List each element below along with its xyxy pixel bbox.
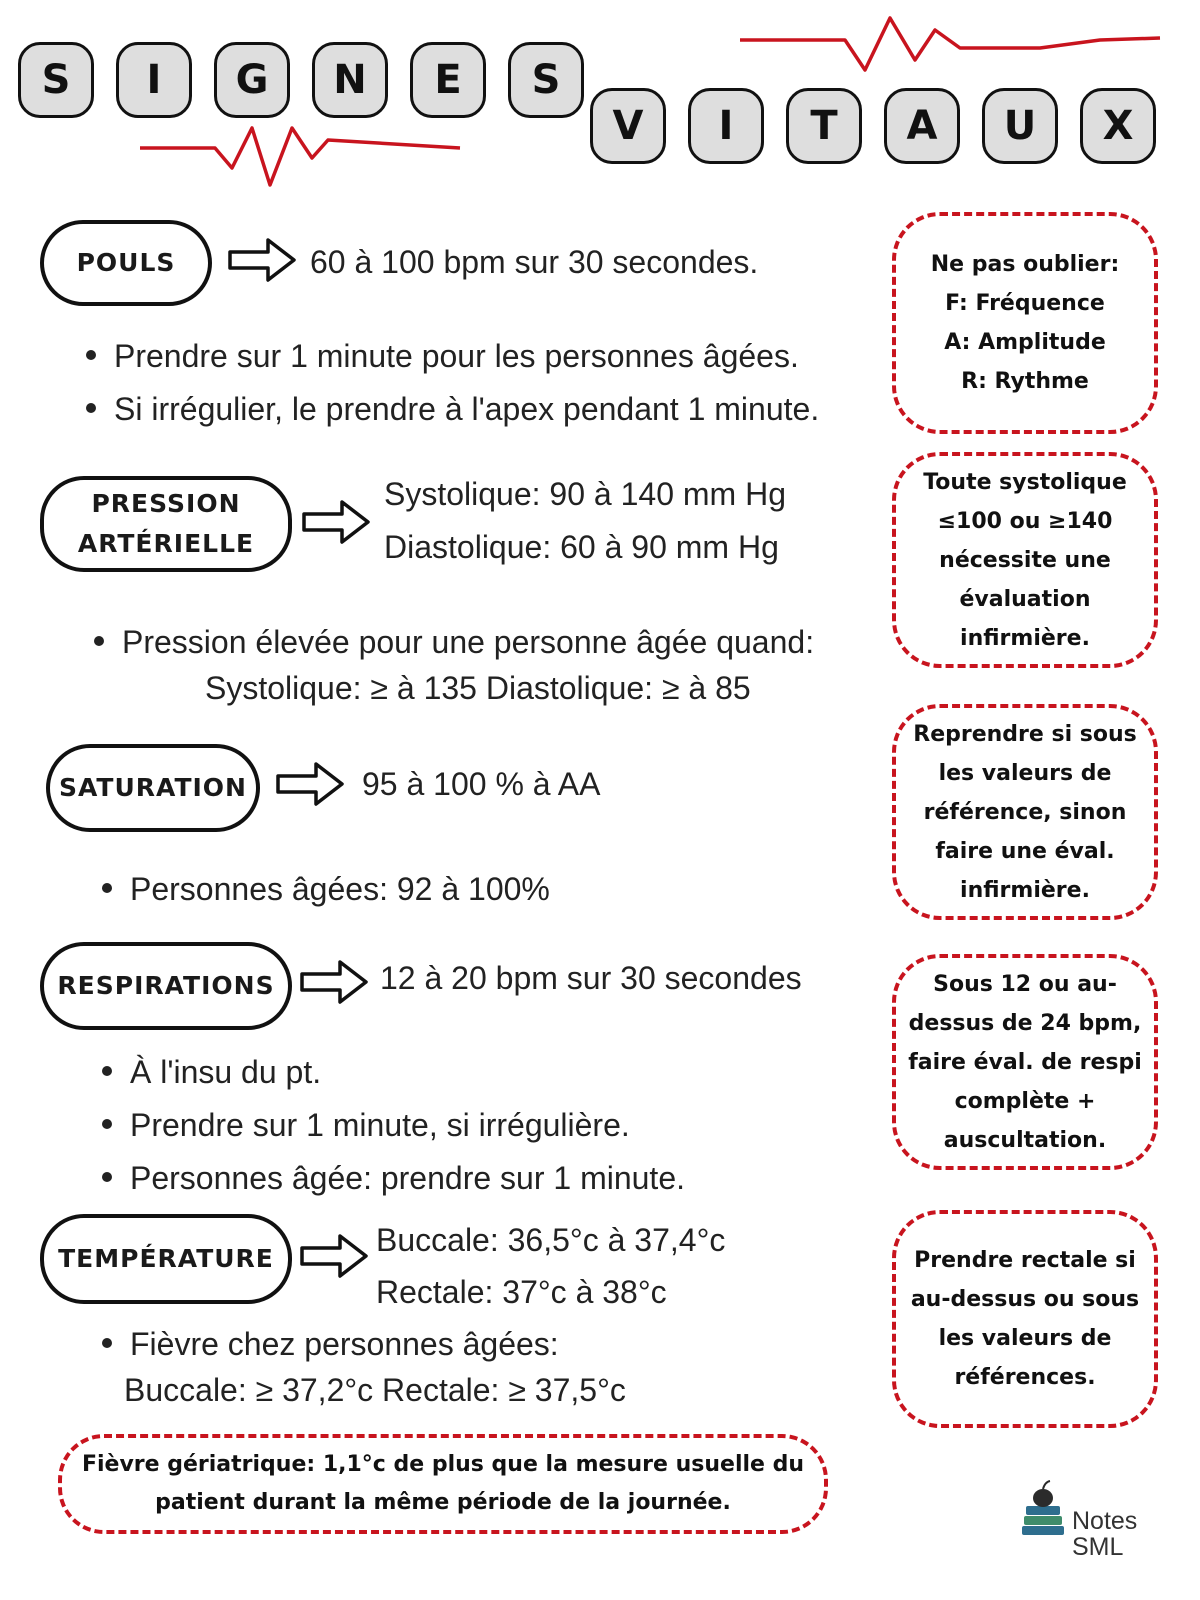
note-line: auscultation. — [943, 1127, 1107, 1153]
note-line: Toute systolique — [923, 469, 1127, 495]
note-line: F: Fréquence — [945, 291, 1105, 316]
list-item: Personnes âgées: 92 à 100% — [102, 863, 550, 916]
note-line: Prendre rectale si — [914, 1248, 1136, 1273]
note-line: nécessite une — [939, 547, 1111, 573]
note-line: les valeurs de — [938, 760, 1112, 786]
respirations-bullets — [102, 1046, 685, 1205]
label-line: ARTÉRIELLE — [77, 529, 255, 558]
note-line: évaluation — [959, 586, 1091, 612]
pouls-bullets — [86, 330, 819, 436]
arrow-right-icon — [228, 236, 298, 284]
temperature-rectale: Rectale: 37°c à 38°c — [376, 1274, 667, 1310]
saturation-value: 95 à 100 % à AA — [362, 766, 601, 802]
title-letter: G — [214, 42, 290, 118]
pression-bullets — [94, 616, 814, 669]
list-item: Prendre sur 1 minute pour les personnes âgées. — [86, 330, 819, 383]
apple-books-icon — [1018, 1476, 1068, 1538]
pouls-value: 60 à 100 bpm sur 30 secondes. — [310, 244, 759, 280]
note-line: les valeurs de — [938, 1326, 1112, 1351]
saturation-bullets — [102, 863, 550, 916]
title-letter: E — [410, 42, 486, 118]
logo-text — [1072, 1508, 1137, 1560]
note-fievre-geriatrique — [58, 1434, 828, 1534]
note-line: infirmière. — [960, 625, 1090, 651]
title-letter: T — [786, 88, 862, 164]
note-line: infirmière. — [960, 877, 1090, 903]
note-temperature — [892, 1210, 1158, 1428]
respirations-value: 12 à 20 bpm sur 30 secondes — [380, 960, 802, 996]
logo-line: Notes — [1072, 1507, 1138, 1535]
list-item: À l'insu du pt. — [102, 1046, 685, 1099]
title-letter: X — [1080, 88, 1156, 164]
note-line: référence, sinon — [923, 799, 1127, 825]
title-letter: S — [508, 42, 584, 118]
note-line: complète + — [954, 1088, 1096, 1114]
title-letter: A — [884, 88, 960, 164]
list-item: Si irrégulier, le prendre à l'apex pendant 1 minute. — [86, 383, 819, 436]
note-line: faire éval. de respi — [908, 1049, 1142, 1075]
temperature-bullet-continuation: Buccale: ≥ 37,2°c Rectale: ≥ 37,5°c — [124, 1372, 626, 1408]
pression-diastolique: Diastolique: 60 à 90 mm Hg — [384, 529, 779, 565]
note-respirations — [892, 954, 1158, 1170]
note-pouls — [892, 212, 1158, 434]
note-line: faire une éval. — [935, 838, 1115, 864]
label-saturation: SATURATION — [46, 744, 260, 832]
arrow-right-icon — [300, 1232, 370, 1280]
note-line: A: Amplitude — [944, 330, 1106, 355]
note-line: Sous 12 ou au- — [933, 971, 1117, 997]
arrow-right-icon — [276, 760, 346, 808]
note-line: Reprendre si sous — [913, 721, 1137, 747]
list-item: Prendre sur 1 minute, si irrégulière. — [102, 1099, 685, 1152]
arrow-right-icon — [302, 498, 372, 546]
pression-bullet-continuation: Systolique: ≥ à 135 Diastolique: ≥ à 85 — [205, 670, 751, 706]
list-item: Personnes âgée: prendre sur 1 minute. — [102, 1152, 685, 1205]
note-line: références. — [954, 1365, 1096, 1390]
note-line: dessus de 24 bpm, — [908, 1010, 1142, 1036]
temperature-bullets — [102, 1318, 559, 1371]
title-letter: N — [312, 42, 388, 118]
note-line: Ne pas oublier: — [930, 252, 1120, 277]
note-pression — [892, 452, 1158, 668]
pression-systolique: Systolique: 90 à 140 mm Hg — [384, 476, 786, 512]
list-item: Fièvre chez personnes âgées: — [102, 1318, 559, 1371]
note-line: Fièvre gériatrique: 1,1°c de plus que la mesure usuelle du — [81, 1452, 805, 1477]
title-letter: U — [982, 88, 1058, 164]
note-saturation — [892, 704, 1158, 920]
arrow-right-icon — [300, 958, 370, 1006]
title-letter: I — [688, 88, 764, 164]
label-pouls: POULS — [40, 220, 212, 306]
note-line: patient durant la même période de la journée. — [155, 1490, 731, 1515]
title-letter: S — [18, 42, 94, 118]
temperature-buccale: Buccale: 36,5°c à 37,4°c — [376, 1222, 726, 1258]
logo-line: SML — [1072, 1533, 1124, 1561]
label-line: PRESSION — [91, 489, 241, 518]
title-letter: V — [590, 88, 666, 164]
note-line: R: Rythme — [961, 369, 1089, 394]
note-line: ≤100 ou ≥140 — [937, 508, 1113, 534]
label-respirations: RESPIRATIONS — [40, 942, 292, 1030]
note-line: au-dessus ou sous — [910, 1287, 1140, 1312]
list-item: Pression élevée pour une personne âgée quand: — [94, 616, 814, 669]
label-pression-arterielle — [40, 476, 292, 572]
title-letter: I — [116, 42, 192, 118]
label-temperature: TEMPÉRATURE — [40, 1214, 292, 1304]
